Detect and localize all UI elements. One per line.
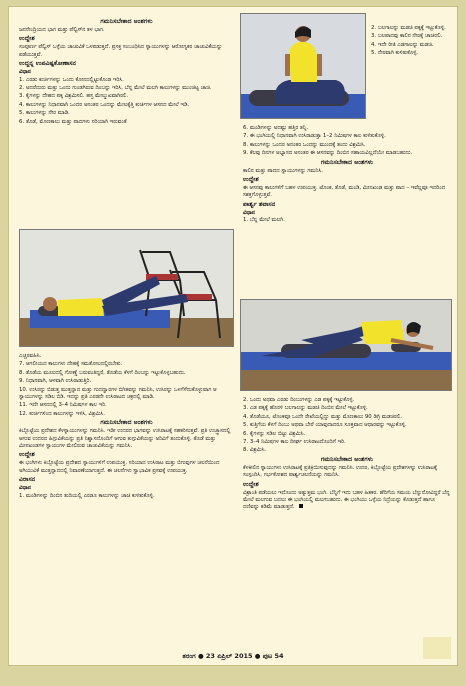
step: 9. ಕೆಲವು ದಿನಗಳ ಅಭ್ಯಾಸದ ಅನಂತರ ಈ ಆಸನವನ್ನು ದಿಂಬಿನ ಸಹಾಯವಿಲ್ಲದೆಯೇ ಮಾಡಬಹುದು. [243,150,413,157]
col2-bottom-text [243,397,451,513]
virasana-illustration [241,14,366,119]
step: 7. 3–4 ನಿಮಿಷಗಳ ಕಾಲ ದೀರ್ಘ ಉಸಿರಾಟದೊಂದಿಗೆ ಇರಿ. [243,439,346,446]
step: 3. ಎಡ ಪಕ್ಕಕ್ಕೆ ಹೊರಳಿ ಬಲಗಾಲನ್ನು ಮಡಚಿ ದಿಂಬಿನ ಮೇಲೆ ಇಟ್ಟುಕೊಳ್ಳಿ. [243,405,368,412]
paragraph: ಕೆಳಕೀಲಿನ ಸ್ನಾಯುಗಳು ಉಸಿರಾಟಕ್ಕೆ ಪ್ರತಿಕ್ರಿಯಿಸುವುದನ್ನು ಗಮನಿಸಿ. ಉದರ, ಕಿಬ್ಬೊಟ್ಟೆಯ ಪ್ರದೇಶಗಳನ್ನು ಉಸಿರಾಟಕ್ಕೆ ಸಂಸ್ಪಂದಿಸಿ, ಗರ್ಭಕೋಶದ ಪಾರ್ಶ್ವಚಲನೆಯನ್ನು ಗಮನಿಸಿ. [243,464,438,479]
step: 6. ಮಂಡಿಗಳನ್ನು ಅದಷ್ಟು ಹತ್ತಿರ ತನ್ನಿ. [243,125,309,131]
step: 5. ನೇರವಾಗಿ ಕುಳಿತುಕೊಳ್ಳಿ. [371,50,419,57]
step: 8. ಕಾಲುಗಳನ್ನು ಒಂದರ ಅನಂತರ ಒಂದನ್ನು ಮುಂದಕ್ಕೆ ತಂದು ವಿಶ್ರಮಿಸಿ. [243,141,366,148]
photo-upavistha-konasana [19,229,234,347]
heading-method: ವಿಧಾನ [243,209,255,216]
step: 7. ಈ ಭಂಗಿಯಲ್ಲಿ ನಿಧಾನವಾಗಿ ಉಸಿರಾಡುತ್ತಾ 1–2 ನಿಮಿಷಗಳ ಕಾಲ ಕುಳಿತುಕೊಳ್ಳಿ. [243,133,386,140]
photo-parshva-shavasana [240,299,452,391]
step: 6. ಕೈಗಳನ್ನು ಸಡಿಲ ಬಿಟ್ಟು ವಿಶ್ರಮಿಸಿ. [243,430,306,437]
heading-purpose: ಉದ್ದೇಶ [19,451,35,459]
heading-method: ವಿಧಾನ [19,485,31,492]
col1-bottom-text [19,353,234,501]
magazine-page [8,6,458,666]
step: 1. ಬೆನ್ನ ಮೇಲೆ ಮಲಗಿ. [243,217,285,224]
step: 2. ಅದರೆದುರು ಮತ್ತು ಒಂದು ಗುಂಡಗಿರುವ ದಿಂಬನ್ನು ಇರಿಸಿ, ಬೆನ್ನ ಮೇಲೆ ಮಲಗಿ ಕಾಲುಗಳನ್ನು ಮುಂಚಿಟ್ಟ ಚಾಚಿ. [19,85,212,92]
step: 2. ಬಲಗಾಲನ್ನು ಮಡಚಿ ಪಕ್ಕಕ್ಕೆ ಇಟ್ಟುಕೊಳ್ಳಿ. [371,25,446,31]
paragraph-text: ವಿಶ್ರಾಂತಿ ಪಡೆಯಲು ಇದೊಂದು ಅತ್ಯುತ್ತಮ ಭಂಗಿ. ಬೆನ್ನಿಗೆ ಇದು ಬಹಳ ಹಿತಕರ. ಹೆರಿಗೆಯ ಸಮಯ ಬೆನ್ನುನೋವಿದ್ದರೆ ಬೆನ್ನ ಮೇಲೆ ಮಲಗುವ ಬದಲು ಈ ಭಂಗಿಯಲ್ಲಿ ಮಲಗಬಹುದು. ಈ ಭಂಗಿಯು ಒಳ್ಳೆಯ ನಿದ್ರೆಯನ್ನು ಕೊಡುತ್ತದೆ ಹಾಗೂ ದಣಿವನ್ನು ಕಡಿಮೆ ಮಾಡುತ್ತದೆ. [243,489,450,511]
step: 4. ಇದೇ ರೀತಿ ಎಡಗಾಲನ್ನು ಮಡಚಿ. [371,41,434,48]
chairs-pose-illustration [20,230,234,347]
heading-pose: ಉದ್ದನ್ನ ಉಪವಿಷ್ಟಕೋಣಾಸನ [19,60,76,68]
heading-pose: ಪಾರ್ಶ್ವ ಶವಾಸನ [243,200,276,208]
heading-points: ಗಮನಿಸಬೇಕಾದ ಅಂಶಗಳು [100,419,153,427]
paragraph: ಜನನೇಂದ್ರಿಯದ ಭಾಗ ಮತ್ತು ಪೆಲ್ವಿಸ್‌ನ ತಳ ಭಾಗ. [19,27,105,33]
heading-purpose: ಉದ್ದೇಶ [19,35,35,43]
col2-narrow-text [371,25,451,59]
paragraph: ಈ ಆಸನವು ಕಾಲುಗಳಿಗೆ ಬಹಳ ಉಪಯುಕ್ತ. ಟೊಂಕ, ತೊಡೆ, ಮಂಡಿ, ಮೀನಖಂಡ ಮತ್ತು ಪಾದ – ಇವೆಲ್ಲವೂ ಇದರಿಂದ ಸಶಕ್ತಗೊಳ್ಳುತ್ತವೆ. [243,185,446,199]
heading-pose: ವಿರಾಸನ [19,476,36,484]
step: 8. ತೊಡೆಯ ಮೂಲದಲ್ಲಿ ಗೋಣ್ಣೆ ಬರುವಂತಿದ್ದರೆ, ತೊಡೆಯ ಕೆಳಗೆ ದಿಂಬನ್ನು ಇಟ್ಟುಕೊಳ್ಳಬಹುದು. [19,369,186,376]
page-footer: ತರಂಗ ● 23 ಏಪ್ರಿಲ್ 2015 ● ಪುಟ 54 [182,652,284,660]
step: 9. ನಿಧಾನವಾಗಿ, ಆಳವಾಗಿ ಉಸಿರಾಡುತ್ತಿರಿ. [19,378,92,385]
step: 1. ಮಂಡಿಗಳನ್ನು ದಿಂಬಿನ ತುದಿಯಲ್ಲಿ ಎರಡೂ ಕಾಲುಗಳನ್ನು ಚಾಚಿ ಕುಳಿತುಕೊಳ್ಳಿ. [19,492,155,499]
paragraph [243,490,451,512]
step: 3. ಕೈಗಳನ್ನು ದೇಹದ ಪಕ್ಕ ವಿಶ್ರಮಿಸಲಿ. ಹಸ್ತ ಮೇಲ್ಮುಖವಾಗಿರಲಿ. [19,93,129,100]
heading-points: ಗಮನಿಸಬೇಕಾದ ಅಂಶಗಳು [320,158,374,166]
heading-points: ಗಮನಿಸಬೇಕಾದ ಅಂಶಗಳು [100,18,153,25]
side-lying-illustration [241,300,452,391]
heading-method: ವಿಧಾನ [19,69,31,76]
step: 7. ಆಗಲೀಯದ ಕಾಲುಗಳು ದೇಹಕ್ಕೆ ಸಮತೋಲದಲ್ಲಿರಬೇಕು. [19,361,123,368]
heading-points: ಗಮನಿಸಬೇಕಾದ ಅಂಶಗಳು [320,455,374,463]
paragraph: ಈ ಭಂಗಿಗಳು ಕಿಬ್ಬೊಟ್ಟೆಯ ಪ್ರದೇಶದ ಸ್ನಾಯುಗಳಿಗೆ ಉಪಯುಕ್ತ. ಸರಿಯಾದ ಉಸಿರಾಟ ಮತ್ತು ಬಿಗುವುಗಳ ಚಲನೆಯಿಂದ ಅಗಿಯುವಿಕೆ ಮುತ್ತನ್ನಾದದಲ್ಲಿ ನಿವಾರಣೆಯಾಗುತ್ತದೆ. ಈ ಚಲನೆಗಳು ಸ್ವಾಭಾವಿಕ ಪ್ರಸವಕ್ಕೆ ಉಪಯುಕ್ತ. [19,460,220,474]
step: 3. ಬಲಪಾದವು ಕಾಲಿನ ನೇರಕ್ಕೆ ಚಾಚಿರಲಿ. [371,33,443,40]
step: 12. ಕುರ್ಚಿಗಳಿಂದ ಕಾಲುಗಳನ್ನು ಇಳಿಸಿ, ವಿಶ್ರಮಿಸಿ. [19,410,105,417]
step: 5. ಕಾಲುಗಳನ್ನು ನೇರ ಮಾಡಿ. [19,110,70,117]
col1-top-text [19,17,234,127]
paragraph: ಸಂಪೂರ್ಣ ಪೆಲ್ವಿಸ್ ಒಳ್ಳೆಯ ಚಾಚುವಿಕೆ ಒಳಪಡುತ್ತದೆ. ಪ್ರಸಕ್ತ ಸಂಬಂಧಿಸಿದ ಸ್ನಾಯುಗಳನ್ನು ಆರೋಗ್ಯಕರ ಚಾಚುವಿಕೆಯನ್ನು ಪಡೆಯುತ್ತವೆ. [19,44,223,58]
step: 11. ಇದೇ ಆಸನದಲ್ಲಿ 3–4 ನಿಮಿಷಗಳ ಕಾಲ ಇರಿ. [19,402,107,409]
step: 8. ವಿಶ್ರಮಿಸಿ. [243,447,267,454]
end-mark-icon [299,504,303,508]
col2-mid-text [243,125,451,226]
paragraph: ಕಿಬ್ಬೊಟ್ಟೆಯ ಪ್ರದೇಶದ ಕೆಳಸ್ನಾಯುಗಳನ್ನು ಗಮನಿಸಿ. ಇಡೀ ಉದರದ ಭಾಗವನ್ನು ಉಸಿರಾಟಕ್ಕೆ ಸಹಕರಿಸುತ್ತವೆ. ಪ್ರತಿ ಉಚ್ಛ್ವಾಸದಲ್ಲಿ ಆಗುವ ಉದರದ ಹಿಗ್ಗುವಿಕೆಯನ್ನು ಪ್ರತಿ ನಿಶ್ವಾಸದೊಂದಿಗೆ ಆಗುವ ಕುಗ್ಗುವಿಕೆಯನ್ನು ಅರಿವಿಗೆ ತಂದುಕೊಳ್ಳಿ. ತೊಡೆ ಮತ್ತು ಮೀನಖಂಡಗಳ ಸ್ನಾಯುಗಳ ಮೇಲಿರುವ ಚಾಚುವಿಕೆಯನ್ನು ಗಮನಿಸಿ. [19,428,231,450]
step: 1. ಎರಡು ಕುರ್ಚಿಗಳನ್ನು ಒಂದು ಕೋನದಲ್ಲಿಟ್ಟುಕೊಂಡ ಇರಿಸಿ. [19,76,124,83]
paragraph: ಕಾಲಿನ ಮತ್ತು ಪಾದದ ಸ್ನಾಯುಗಳನ್ನು ಗಮನಿಸಿ. [243,167,323,174]
step: 4. ತೊಡೆಯೂ, ಟೊಂಕವೂ ಒಂದೇ ರೇಖೆಯಲ್ಲಿದ್ದು ಮತ್ತು ಮೊಣಕಾಲು 90 ಡಿಗ್ರಿ ಮಡಚಿರಲಿ. [243,413,402,420]
paragraph: ಎಚ್ಚರವಹಿಸಿ. [19,353,42,359]
step: 2. ಒಂದು ಅಥವಾ ಎರಡು ದಿಂಬುಗಳನ್ನು ಎಡ ಪಕ್ಕಕ್ಕೆ ಇಟ್ಟುಕೊಳ್ಳಿ. [243,397,355,403]
heading-purpose: ಉದ್ದೇಶ [243,480,259,488]
photo-virasana [240,13,366,119]
step: 6. ತೊಡೆ, ಮೊಣಕಾಲು ಮತ್ತು ಪಾದಗಳು ಸರಿಯಾಗಿ ಇರುವಂತೆ [19,118,127,125]
heading-purpose: ಉದ್ದೇಶ [243,176,259,184]
step: 4. ಕಾಲುಗಳನ್ನು ನಿಧಾನವಾಗಿ ಒಂದರ ಅನಂತರ ಒಂದನ್ನು ಮೇಲಕ್ಕೆತ್ತಿ ಕುರ್ಚಿಗಳ ಆಸನದ ಮೇಲೆ ಇಡಿ. [19,101,190,108]
step: 5. ಕುತ್ತಿಗೆಯ ಕೆಳಗೆ ದಿಂಬು ಅಥವಾ ಬೇರೆ ಯಾವುದಾದರೂ ಸೂಕ್ತವಾದ ಆಧಾರವನ್ನು ಇಟ್ಟುಕೊಳ್ಳಿ. [243,422,407,429]
step: 10. ಉಸಿರನ್ನು ಬಿಡುತ್ತ ಮುತ್ತನ್ನಾದ ಮತ್ತು ಗುದದ್ವಾರಗಳ ಬಿಗಿತವನ್ನು ಗಮನಿಸಿ, ಉಸಿರನ್ನು ಒಳಗೆಳೆದುಕೊಳ್ಳುವಾಗ ಆ ಸ್ನಾಯುಗಳನ್ನು ಸಡಿಲ ಬಿಡಿ. ಇದನ್ನು ಪ್ರತಿ ಎರಡನೇ ಉಸಿರಾಟದ ಚಕ್ರದಲ್ಲಿ ಮಾಡಿ. [19,386,217,401]
